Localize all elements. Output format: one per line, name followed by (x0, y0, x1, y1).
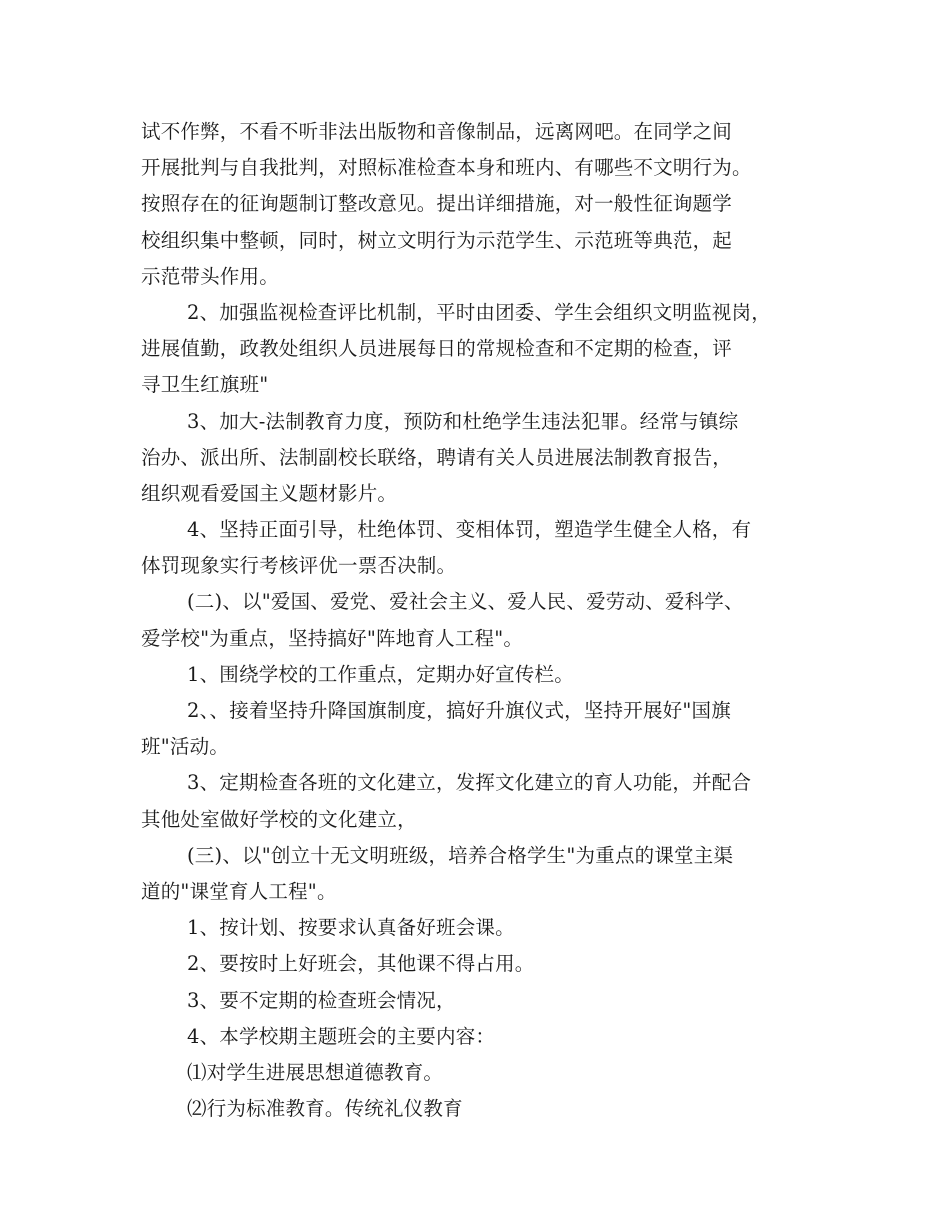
text-line: 4、坚持正面引导，杜绝体罚、变相体罚，塑造学生健全人格，有 (187, 518, 752, 542)
text-line: 道的"课堂育人工程"。 (141, 879, 337, 903)
text-line: 爱学校"为重点，坚持搞好"阵地育人工程"。 (141, 626, 524, 650)
text-line: 班"活动。 (141, 735, 229, 759)
text-line: 寻卫生红旗班" (141, 373, 269, 397)
text-line: (三)、以"创立十无文明班级，培养合格学生"为重点的课堂主渠 (187, 843, 734, 867)
text-line: 3、定期检查各班的文化建立，发挥文化建立的育人功能，并配合 (187, 771, 752, 795)
text-line: 2、、接着坚持升降国旗制度，搞好升旗仪式，坚持开展好"国旗 (187, 699, 731, 722)
text-line: ⑴对学生进展思想道德教育。 (187, 1060, 444, 1084)
document-body (141, 114, 821, 1127)
text-line: 4、本学校期主题班会的主要内容： (187, 1024, 496, 1048)
text-line: 试不作弊，不看不听非法出版物和音像制品，远离网吧。在同学之间 (141, 120, 733, 143)
text-line: 组织观看爱国主义题材影片。 (141, 481, 398, 505)
text-line: 2、加强监视检查评比机制，平时由团委、学生会组织文明监视岗， (187, 300, 771, 324)
text-line: 按照存在的征询题制订整改意见。提出详细措施，对一般性征询题学 (141, 192, 733, 216)
text-line: 1、围绕学校的工作重点，定期办好宣传栏。 (187, 662, 574, 686)
text-line: 3、加大-法制教育力度，预防和杜绝学生违法犯罪。经常与镇综 (187, 409, 739, 433)
text-line: (二)、以"爱国、爱党、爱社会主义、爱人民、爱劳动、爱科学、 (187, 590, 744, 614)
text-line: 治办、派出所、法制副校长联络，聘请有关人员进展法制教育报告， (141, 445, 733, 469)
text-line: 3、要不定期的检查班会情况， (187, 988, 456, 1012)
text-line: 其他处室做好学校的文化建立， (141, 807, 417, 831)
text-line: 体罚现象实行考核评优一票否决制。 (141, 554, 457, 578)
text-line: ⑵行为标准教育。传统礼仪教育 (187, 1097, 463, 1121)
text-line: 2、要按时上好班会，其他课不得占用。 (187, 952, 535, 976)
text-line: 校组织集中整顿，同时，树立文明行为示范学生、示范班等典范，起 (141, 228, 733, 252)
text-line: 进展值勤，政教处组织人员进展每日的常规检查和不定期的检查，评 (141, 337, 733, 361)
text-line: 示范带头作用。 (141, 264, 279, 288)
text-line: 1、按计划、按要求认真备好班会课。 (187, 916, 515, 940)
text-line: 开展批判与自我批判，对照标准检查本身和班内、有哪些不文明行为。 (141, 156, 752, 180)
